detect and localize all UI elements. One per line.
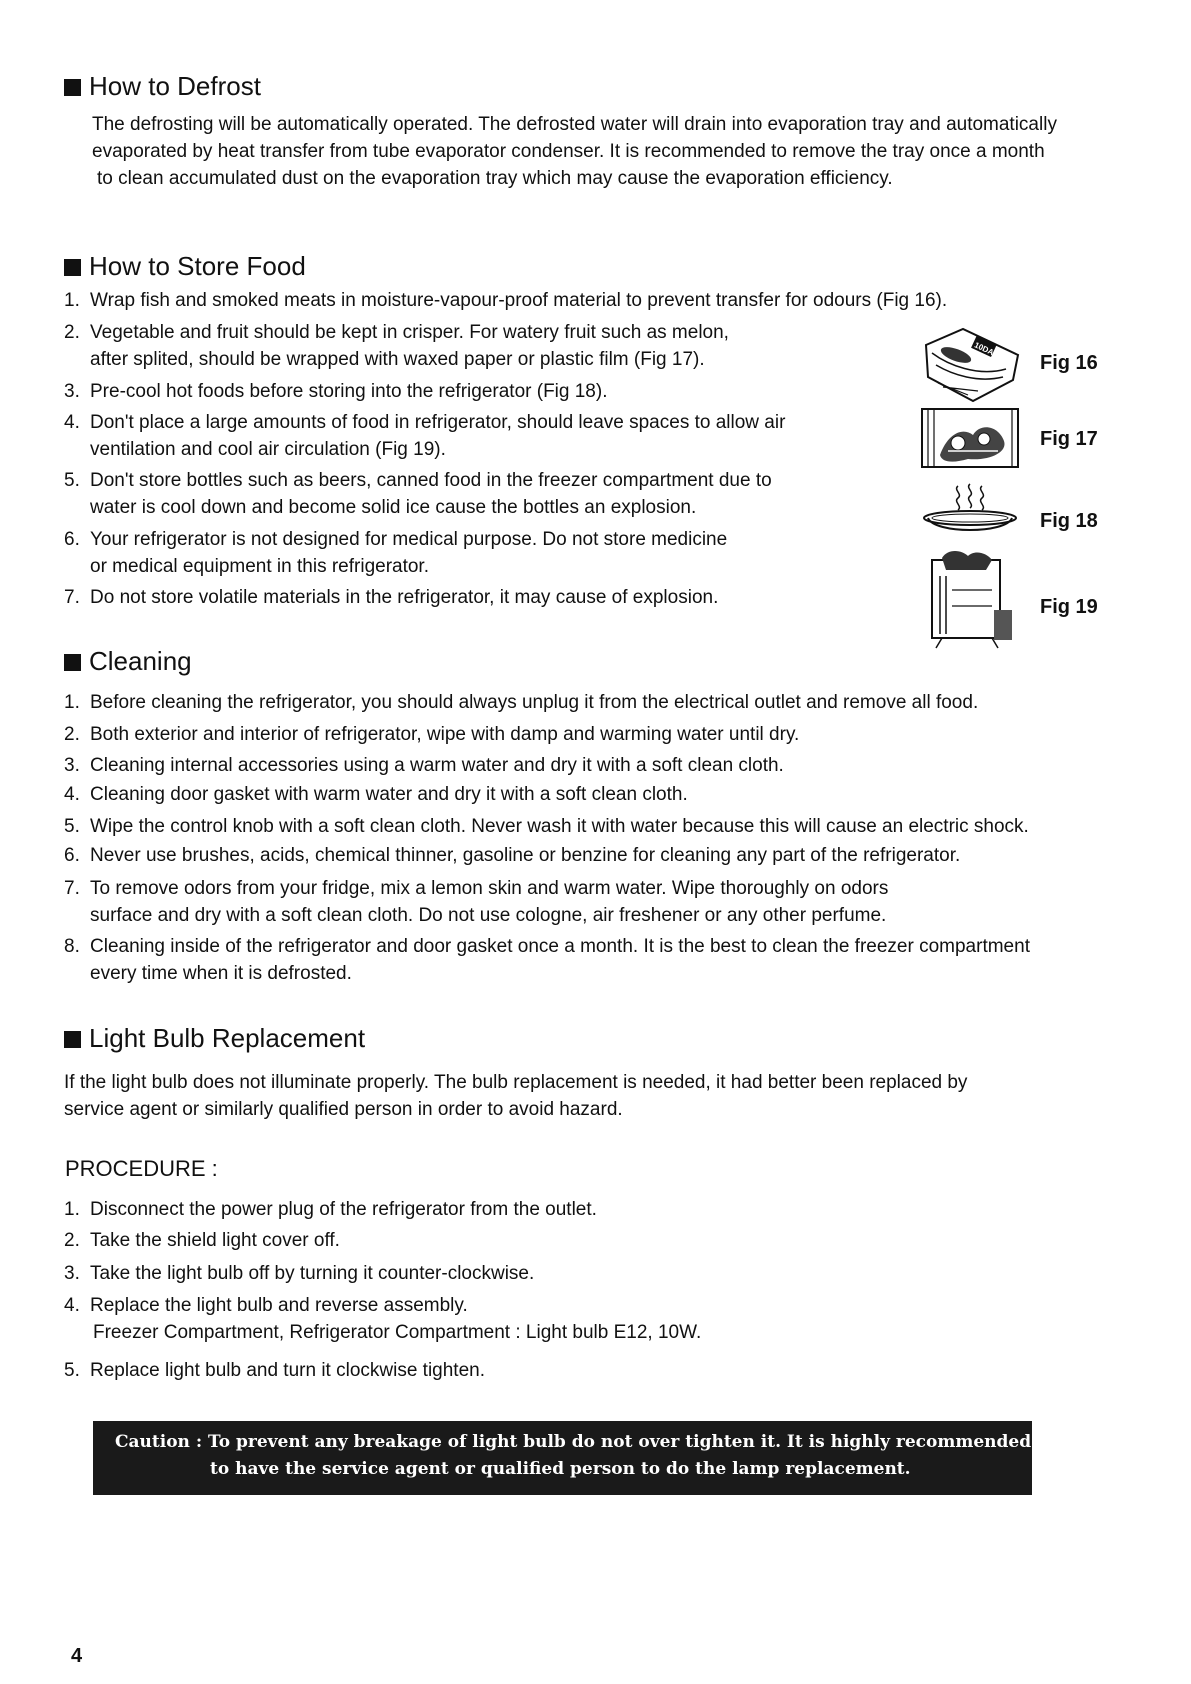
section-heading-light-bulb: Light Bulb Replacement — [64, 1022, 365, 1054]
bullet-square-icon — [64, 654, 81, 671]
fig16-package-label: 10DA — [972, 340, 996, 358]
list-item: 1. Before cleaning the refrigerator, you should always unplug it from the electrical outlet and remove all food. — [64, 692, 979, 713]
section-heading-store-food: How to Store Food — [64, 250, 306, 282]
list-item: 7. To remove odors from your fridge, mix a lemon skin and warm water. Wipe thoroughly on odors surface and dry with a soft clean cloth. Do not use cologne, air freshener or any other perfume. — [64, 878, 889, 926]
defrost-line-3: to clean accumulated dust on the evaporation tray which may cause the evaporation efficiency. — [97, 168, 893, 189]
caution-box — [93, 1421, 1032, 1495]
list-item: 3. Take the light bulb off by turning it counter-clockwise. — [64, 1263, 535, 1284]
list-item: 2. Both exterior and interior of refrigerator, wipe with damp and warming water until dry. — [64, 724, 800, 745]
fig16-wrapped-fish-illustration — [918, 325, 1023, 405]
defrost-line-2: evaporated by heat transfer from tube evaporator condenser. It is recommended to remove the tray once a month — [92, 141, 1045, 162]
fig19-refrigerator-air-illustration — [922, 550, 1018, 650]
list-item: 1. Wrap fish and smoked meats in moisture-vapour-proof material to prevent transfer for odours (Fig 16). — [64, 290, 948, 311]
list-item: 5. Don't store bottles such as beers, canned food in the freezer compartment due to water is cool down and become solid ice cause the bottles an explosion. — [64, 470, 772, 518]
section-heading-defrost: How to Defrost — [64, 70, 261, 102]
bullet-square-icon — [64, 1031, 81, 1048]
list-item: 4. Cleaning door gasket with warm water and dry it with a soft clean cloth. — [64, 784, 688, 805]
fig-16-label: Fig 16 — [1040, 352, 1098, 374]
list-item: 8. Cleaning inside of the refrigerator and door gasket once a month. It is the best to clean the freezer compartment every time when it is defrosted. — [64, 936, 1030, 984]
page-number: 4 — [71, 1645, 83, 1667]
caution-line-1: Caution : To prevent any breakage of light bulb do not over tighten it. It is highly recommended — [115, 1432, 1032, 1452]
fig-17-label: Fig 17 — [1040, 428, 1098, 450]
list-item: 5. Replace light bulb and turn it clockwise tighten. — [64, 1360, 486, 1381]
list-item: 6. Never use brushes, acids, chemical thinner, gasoline or benzine for cleaning any part of the refrigerator. — [64, 845, 961, 866]
list-item: 2. Take the shield light cover off. — [64, 1230, 340, 1251]
caution-line-2: to have the service agent or qualified person to do the lamp replacement. — [210, 1459, 911, 1479]
list-item: 2. Vegetable and fruit should be kept in crisper. For watery fruit such as melon, after splited, should be wrapped with waxed paper or plastic film (Fig 17). — [64, 322, 729, 370]
fig-18-label: Fig 18 — [1040, 510, 1098, 532]
list-item: 1. Disconnect the power plug of the refrigerator from the outlet. — [64, 1199, 597, 1220]
procedure-title: PROCEDURE : — [65, 1156, 218, 1181]
section-heading-cleaning: Cleaning — [64, 645, 192, 677]
bullet-square-icon — [64, 79, 81, 96]
list-item: 4. Don't place a large amounts of food in refrigerator, should leave spaces to allow air ventilation and cool air circulation (Fig 19). — [64, 412, 786, 460]
bulb-intro-line-2: service agent or similarly qualified person in order to avoid hazard. — [64, 1099, 623, 1120]
list-item: 3. Pre-cool hot foods before storing into the refrigerator (Fig 18). — [64, 381, 608, 402]
bullet-square-icon — [64, 259, 81, 276]
fig-19-label: Fig 19 — [1040, 596, 1098, 618]
list-item: 4. Replace the light bulb and reverse assembly. Freezer Compartment, Refrigerator Compartment : Light bulb E12, 10W. — [64, 1295, 702, 1343]
list-item: 3. Cleaning internal accessories using a warm water and dry it with a soft clean cloth. — [64, 755, 784, 776]
fig17-crisper-illustration — [918, 405, 1023, 471]
list-item: 5. Wipe the control knob with a soft clean cloth. Never wash it with water because this will cause an electric shock. — [64, 816, 1029, 837]
bulb-intro-line-1: If the light bulb does not illuminate properly. The bulb replacement is needed, it had better been replaced by — [64, 1072, 968, 1093]
fig18-hot-bowl-illustration — [920, 480, 1020, 540]
list-item: 6. Your refrigerator is not designed for medical purpose. Do not store medicine or medical equipment in this refrigerator. — [64, 529, 728, 577]
list-item: 7. Do not store volatile materials in the refrigerator, it may cause of explosion. — [64, 587, 719, 608]
defrost-line-1: The defrosting will be automatically operated. The defrosted water will drain into evaporation tray and automatically — [92, 114, 1057, 135]
